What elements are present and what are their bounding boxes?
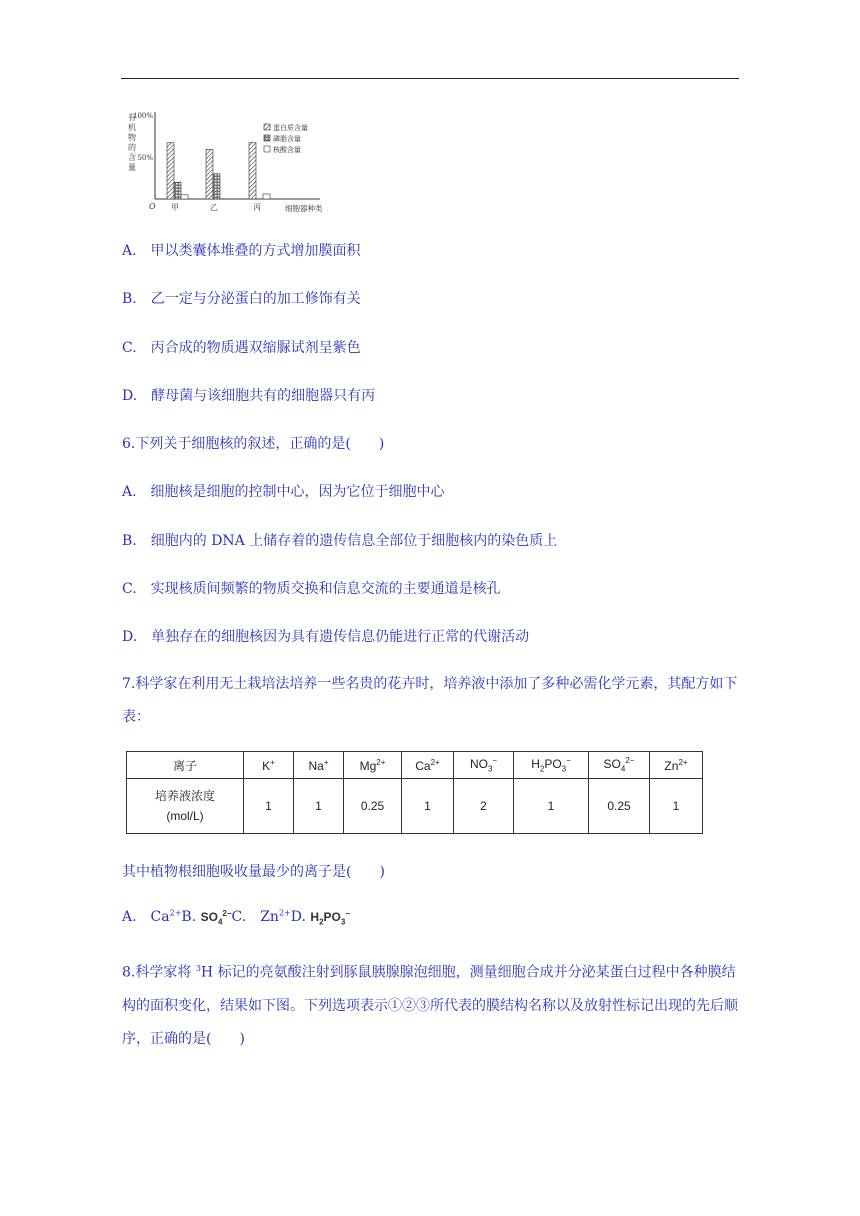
- x-tick-label: 丙: [253, 203, 261, 212]
- conc-h2po3: 1: [514, 779, 589, 834]
- x-tick-label: 甲: [171, 203, 179, 212]
- ion-ca: $Ca^{2+}$: [402, 752, 454, 779]
- y-axis-label-char: 有: [128, 113, 136, 122]
- bar: [213, 174, 220, 199]
- q6-option-d[interactable]: D. 单独存在的细胞核因为具有遗传信息仍能进行正常的代谢活动: [122, 629, 530, 645]
- q5-option-a[interactable]: A. 甲以类囊体堆叠的方式增加膜面积: [122, 243, 361, 259]
- conc-so4: 0.25: [589, 779, 650, 834]
- q7-option-d[interactable]: D. $H_2PO_3^-$: [290, 909, 350, 927]
- nutrient-table: [126, 751, 703, 834]
- q6-option-b[interactable]: B. 细胞内的 DNA 上储存着的遗传信息全部位于细胞核内的染色质上: [122, 533, 558, 549]
- q6-option-c[interactable]: C. 实现核质间频繁的物质交换和信息交流的主要通道是核孔: [122, 581, 501, 597]
- ion-h2po3: $H_2PO_3^-$: [514, 752, 589, 779]
- conc-k: 1: [244, 779, 294, 834]
- ion-mg: $Mg^{2+}$: [344, 752, 402, 779]
- conc-ca: 1: [402, 779, 454, 834]
- y-axis-label-char: 的: [128, 143, 136, 152]
- q8-stem: 8.科学家将 $^3$H 标记的亮氨酸注射到豚鼠胰腺腺泡细胞，测量细胞合成并分泌某蛋白过程中各种膜结构的面积变化，结果如下图。下列选项表示①②③所代表的膜结构名称以及放射性标记出现的先后顺序，正确的是( ): [122, 964, 738, 1047]
- ion-so4: $SO_4^{2-}$: [589, 752, 650, 779]
- ion-k: K+: [244, 752, 294, 779]
- y-axis-label-char: 物: [128, 133, 136, 142]
- q6-stem: 6.下列关于细胞核的叙述，正确的是( ): [122, 436, 385, 452]
- y-axis-label-char: 含: [128, 153, 136, 162]
- conc-mg: 0.25: [344, 779, 402, 834]
- legend-label: 核酸含量: [273, 146, 301, 154]
- q7-option-a[interactable]: A. $Ca^{2+}$: [122, 908, 182, 925]
- table-row-label-ion: 离子: [127, 752, 244, 779]
- legend-swatch: [264, 135, 270, 141]
- header-rule: [121, 78, 739, 79]
- y-tick-label: 100%: [132, 112, 153, 120]
- table-row-label-concentration: 培养液浓度 (mol/L): [127, 779, 244, 834]
- q5-option-d[interactable]: D. 酵母菌与该细胞共有的细胞器只有丙: [122, 388, 376, 404]
- bar: [167, 143, 174, 199]
- bar: [181, 195, 188, 199]
- legend-swatch: [264, 124, 270, 130]
- y-axis-label-char: 机: [128, 123, 136, 132]
- h2po3-formula: $H_2PO_3^-$: [310, 909, 350, 927]
- ion-zn: $Zn^{2+}$: [650, 752, 703, 779]
- bar: [249, 143, 256, 199]
- legend-label: 磷脂含量: [273, 135, 301, 143]
- q7-option-b[interactable]: B. $SO_4^{2-}$: [181, 909, 232, 927]
- x-tick-label: 乙: [210, 203, 218, 212]
- q7-options: [122, 906, 350, 926]
- so4-formula: $SO_4^{2-}$: [200, 909, 232, 927]
- q7-option-c[interactable]: C. $Zn^{2+}$: [231, 908, 291, 925]
- bar: [206, 149, 213, 199]
- q5-option-c[interactable]: C. 丙合成的物质遇双缩脲试剂呈紫色: [122, 340, 361, 356]
- origin-label: O: [149, 202, 156, 211]
- conc-zn: 1: [650, 779, 703, 834]
- organelle-bar-chart: [125, 108, 340, 216]
- q5-option-b[interactable]: B. 乙一定与分泌蛋白的加工修饰有关: [122, 291, 361, 307]
- bar: [263, 194, 270, 199]
- ion-na: Na+: [294, 752, 344, 779]
- x-axis-label: 细胞器种类: [285, 204, 323, 213]
- y-axis-label-char: 量: [128, 163, 136, 172]
- legend-label: 蛋白质含量: [273, 124, 308, 132]
- legend-swatch: [264, 146, 270, 152]
- conc-na: 1: [294, 779, 344, 834]
- q7-stem: 7.科学家在利用无土栽培法培养一些名贵的花卉时，培养液中添加了多种必需化学元素，其配方如下表：: [122, 676, 738, 725]
- q6-option-a[interactable]: A. 细胞核是细胞的控制中心，因为它位于细胞中心: [122, 484, 445, 500]
- q7-question: 其中植物根细胞吸收量最少的离子是( ): [122, 864, 385, 880]
- conc-no3: 2: [454, 779, 514, 834]
- y-tick-label: 50%: [137, 154, 153, 162]
- ion-no3: $NO_3^-$: [454, 752, 514, 779]
- bar: [174, 182, 181, 199]
